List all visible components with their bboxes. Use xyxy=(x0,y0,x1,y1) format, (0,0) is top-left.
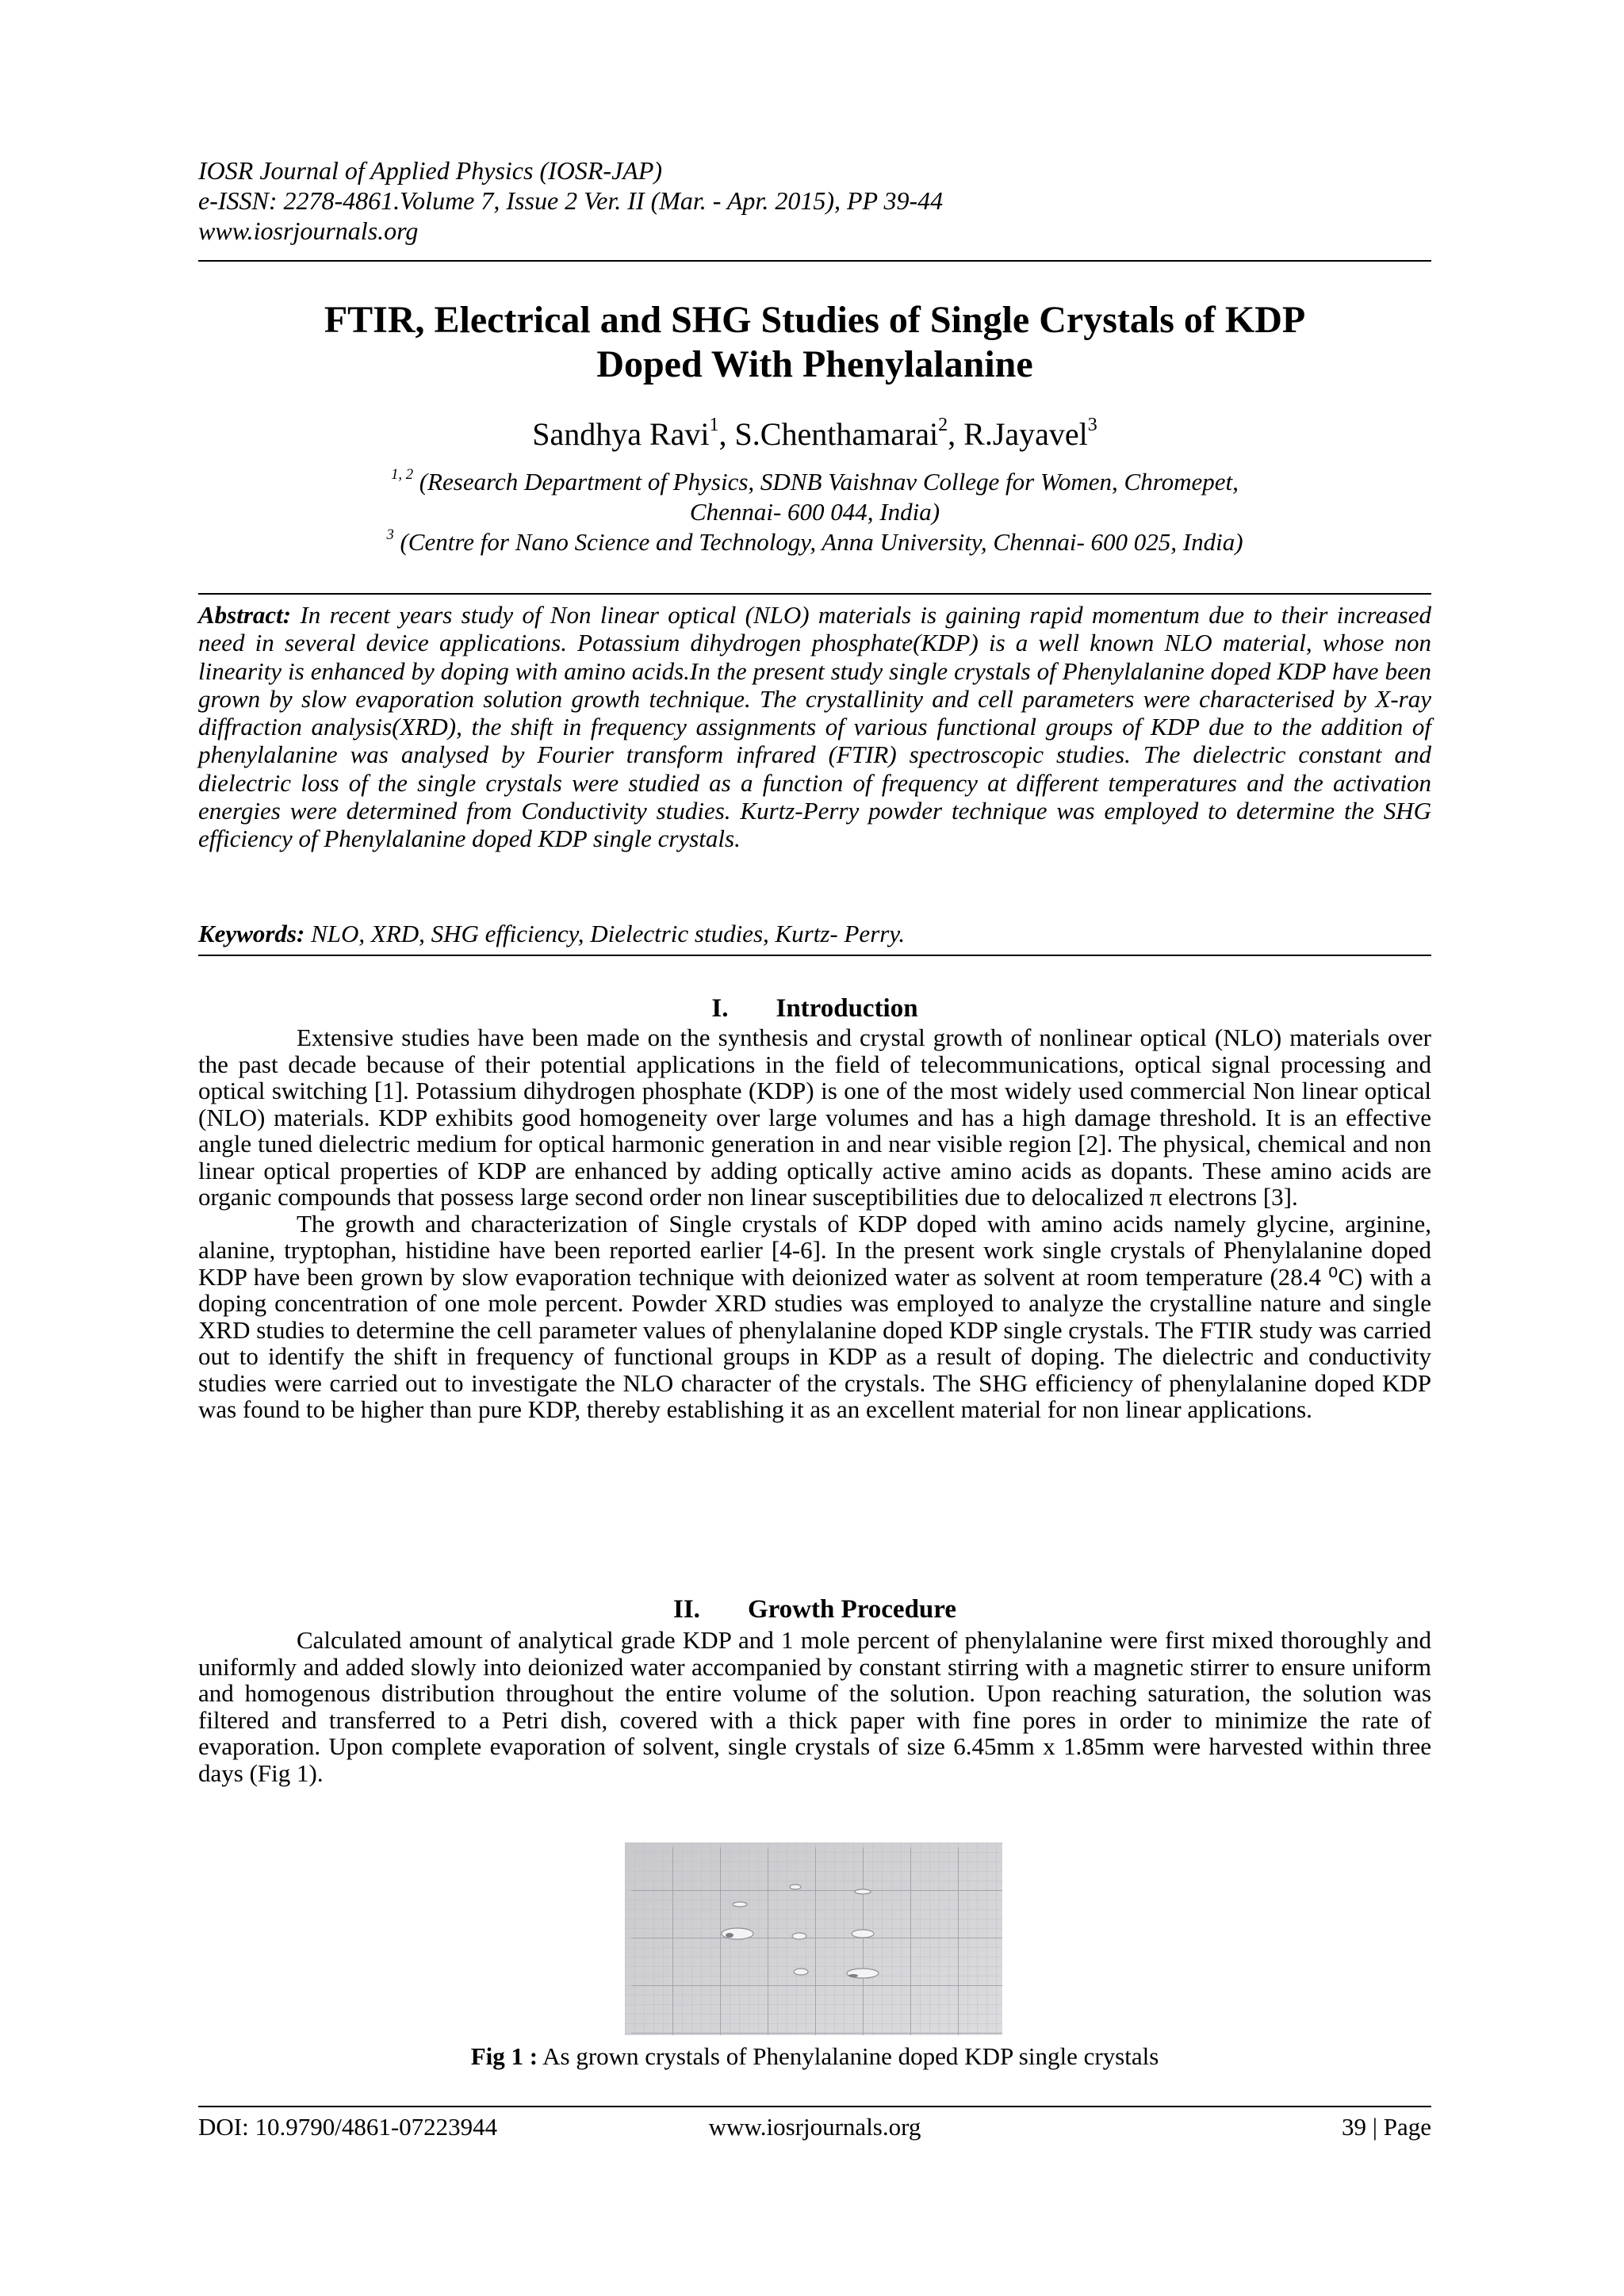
footer-rule xyxy=(198,2106,1431,2107)
paragraph: Extensive studies have been made on the synthesis and crystal growth of nonlinear optical (NLO) materials over the past decade because of their potential applications in the field of telecommunications, optical signal processing and optical switching [1]. Potassium dihydrogen phosphate (KDP) is one of the most widely used commercial Non linear optical (NLO) materials. KDP exhibits good homogeneity over large volumes and has a high damage threshold. It is an effective angle tuned dielectric medium for optical harmonic generation in and near visible region [2]. The physical, chemical and non linear optical properties of KDP are enhanced by adding optically active amino acids as dopants. These amino acids are organic compounds that possess large second order non linear susceptibilities due to delocalized π electrons [3]. xyxy=(198,1024,1431,1211)
section-number: II. xyxy=(673,1595,700,1624)
journal-name: IOSR Journal of Applied Physics (IOSR-JAP) xyxy=(198,156,663,185)
paragraph: Calculated amount of analytical grade KDP and 1 mole percent of phenylalanine were first mixed thoroughly and uniformly and added slowly into deionized water accompanied by constant stirring with a magnetic stirrer to ensure uniform and homogenous distribution throughout the entire volume of the solution. Upon reaching saturation, the solution was filtered and transferred to a Petri dish, covered with a thick paper with fine pores in order to minimize the rate of evaporation. Upon complete evaporation of solvent, single crystals of size 6.45mm x 1.85mm were harvested within three days (Fig 1). xyxy=(198,1626,1431,1787)
affiliation-2 xyxy=(198,527,1431,557)
title-line-2: Doped With Phenylalanine xyxy=(596,343,1033,385)
introduction-body xyxy=(198,1024,1431,1423)
affiliation-1 xyxy=(198,467,1431,497)
footer-doi: DOI: 10.9790/4861-07223944 xyxy=(198,2113,498,2141)
paragraph: The growth and characterization of Single crystals of KDP doped with amino acids namely glycine, arginine, alanine, tryptophan, histidine have been reported earlier [4-6]. In the present work single crystals of Phenylalanine doped KDP have been grown by slow evaporation technique with deionized water as solvent at room temperature (28.4 ⁰C) with a doping concentration of one mole percent. Powder XRD studies was employed to analyze the crystalline nature and single XRD studies to determine the cell parameter values of phenylalanine doped KDP single crystals. The FTIR study was carried out to identify the shift in frequency of functional groups in KDP as a result of doping. The dielectric and conductivity studies were carried out to investigate the NLO character of the crystals. The SHG efficiency of phenylalanine doped KDP was found to be higher than pure KDP, thereby establishing it as an excellent material for non linear applications. xyxy=(198,1209,1431,1423)
section-title: Growth Procedure xyxy=(747,1595,956,1624)
section-number: I. xyxy=(711,994,729,1023)
figure-label: Fig 1 : xyxy=(470,2042,538,2070)
abstract-top-rule xyxy=(198,593,1431,595)
title-line-1: FTIR, Electrical and SHG Studies of Single Crystals of KDP xyxy=(324,299,1306,341)
affiliation-sup: 3 xyxy=(386,526,394,543)
footer-website: www.iosrjournals.org xyxy=(708,2113,921,2141)
figure-crystal-photo xyxy=(625,1843,1002,2035)
abstract-text: In recent years study of Non linear optical (NLO) materials is gaining rapid momentum due to their increased need in several device applications. Potassium dihydrogen phosphate(KDP) is a well known NLO material, whose non linearity is enhanced by doping with amino acids.In the present study single crystals of Phenylalanine doped KDP have been grown by slow evaporation solution growth technique. The crystallinity and cell parameters were characterised by X-ray diffraction analysis(XRD), the shift in frequency assignments of various functional groups of KDP due to the addition of phenylalanine was analysed by Fourier transform infrared (FTIR) spectroscopic studies. The dielectric constant and dielectric loss of the single crystals were studied as a function of frequency at different temperatures and the activation energies were determined from Conductivity studies. Kurtz-Perry powder technique was employed to determine the SHG efficiency of Phenylalanine doped KDP single crystals. xyxy=(198,601,1431,853)
author-name: S.Chenthamarai xyxy=(734,416,939,452)
affiliation-text: (Research Department of Physics, SDNB Vaishnav College for Women, Chromepet, xyxy=(419,468,1239,496)
affiliation-sup: 1, 2 xyxy=(391,465,413,483)
affiliation-1-cont: Chennai- 600 044, India) xyxy=(689,498,940,526)
keywords-text: NLO, XRD, SHG efficiency, Dielectric studies, Kurtz- Perry. xyxy=(311,920,906,947)
section-heading-growth-procedure xyxy=(198,1594,1431,1624)
author-name: Sandhya Ravi xyxy=(532,416,710,452)
section-heading-introduction xyxy=(198,993,1431,1024)
author-name: R.Jayavel xyxy=(963,416,1088,452)
footer-page-number: 39 | Page xyxy=(1342,2113,1431,2141)
paper-title xyxy=(198,298,1431,387)
header-rule xyxy=(198,260,1431,262)
journal-header xyxy=(198,155,1431,246)
figure-caption-text: As grown crystals of Phenylalanine doped KDP single crystals xyxy=(542,2042,1159,2070)
abstract-bottom-rule xyxy=(198,955,1431,956)
issn-line: e-ISSN: 2278-4861.Volume 7, Issue 2 Ver. II (Mar. - Apr. 2015), PP 39-44 xyxy=(198,186,944,215)
affiliations xyxy=(198,467,1431,557)
section-title: Introduction xyxy=(776,994,918,1023)
author-list: Sandhya Ravi$^1$, S.Chenthamarai$^2$, R.Jayavel$^3$ xyxy=(532,415,1097,452)
growth-procedure-body xyxy=(198,1627,1431,1786)
figure-caption xyxy=(198,2042,1431,2071)
keywords-label: Keywords: xyxy=(198,920,305,947)
affiliation-text: (Centre for Nano Science and Technology, Anna University, Chennai- 600 025, India) xyxy=(400,528,1243,556)
crystal-photo-image xyxy=(625,1843,1002,2035)
author-sup: 2 xyxy=(938,415,948,436)
journal-website: www.iosrjournals.org xyxy=(198,216,419,245)
abstract xyxy=(198,601,1431,853)
keywords xyxy=(198,920,1431,948)
abstract-label: Abstract: xyxy=(198,601,292,629)
author-sup: 1 xyxy=(709,415,719,436)
author-sup: 3 xyxy=(1087,415,1097,436)
